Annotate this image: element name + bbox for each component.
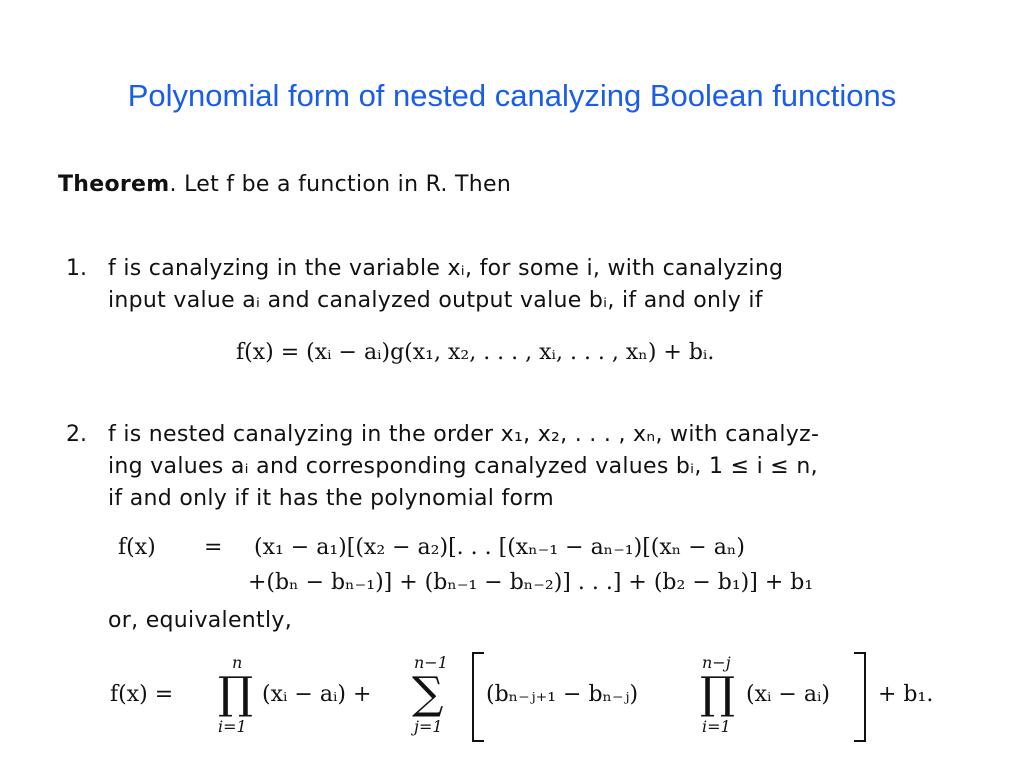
prod2-lower-limit: i=1	[702, 717, 731, 736]
prod1-upper-limit: n	[232, 653, 243, 672]
prod2-upper-limit: n−j	[702, 653, 731, 672]
sum-eq-lhs: f(x) =	[110, 682, 174, 707]
nested-eq-equals: =	[204, 535, 223, 560]
nested-eq-line-2: +(bₙ − bₙ₋₁)] + (bₙ₋₁ − bₙ₋₂)] . . .] + (b₂ − b₁)] + b₁	[248, 570, 814, 595]
summation-symbol: ∑	[412, 668, 444, 719]
item-1-line-1: f is canalyzing in the variable xᵢ, for some i, with canalyzing	[108, 256, 784, 281]
product-symbol-1: ∏	[218, 668, 254, 719]
item-2-line-3: if and only if it has the polynomial form	[108, 486, 555, 511]
product-symbol-2: ∏	[700, 668, 736, 719]
right-bracket	[854, 652, 866, 742]
item-2-line-1: f is nested canalyzing in the order x₁, x₂, . . . , xₙ, with canalyz-	[108, 422, 820, 447]
theorem-statement	[58, 170, 511, 200]
theorem-text: . Let f be a function in R. Then	[169, 172, 512, 197]
item-2-number: 2.	[66, 422, 87, 447]
equivalently-text: or, equivalently,	[108, 608, 292, 633]
item-1-equation: f(x) = (xᵢ − aᵢ)g(x₁, x₂, . . . , xᵢ, . . . , xₙ) + bᵢ.	[236, 340, 715, 365]
nested-eq-line-1: (x₁ − a₁)[(x₂ − a₂)[. . . [(xₙ₋₁ − aₙ₋₁)[(xₙ − aₙ)	[254, 535, 745, 560]
prod1-lower-limit: i=1	[218, 717, 247, 736]
theorem-label: Theorem	[58, 172, 170, 197]
sum-lower-limit: j=1	[414, 717, 443, 736]
nested-eq-lhs: f(x)	[118, 535, 156, 560]
slide-title: Polynomial form of nested canalyzing Boolean functions	[127, 78, 897, 113]
sum-eq-term-2: (bₙ₋ⱼ₊₁ − bₙ₋ⱼ)	[486, 682, 639, 707]
sum-eq-term-3: (xᵢ − aᵢ)	[746, 682, 830, 707]
left-bracket	[472, 652, 484, 742]
sum-eq-tail: + b₁.	[878, 682, 934, 707]
sum-upper-limit: n−1	[414, 653, 448, 672]
item-1-number: 1.	[66, 256, 87, 281]
item-1-line-2: input value aᵢ and canalyzed output value bᵢ, if and only if	[108, 288, 763, 313]
item-2-line-2: ing values aᵢ and corresponding canalyzed values bᵢ, 1 ≤ i ≤ n,	[108, 454, 818, 479]
sum-eq-term-1: (xᵢ − aᵢ) +	[262, 682, 372, 707]
